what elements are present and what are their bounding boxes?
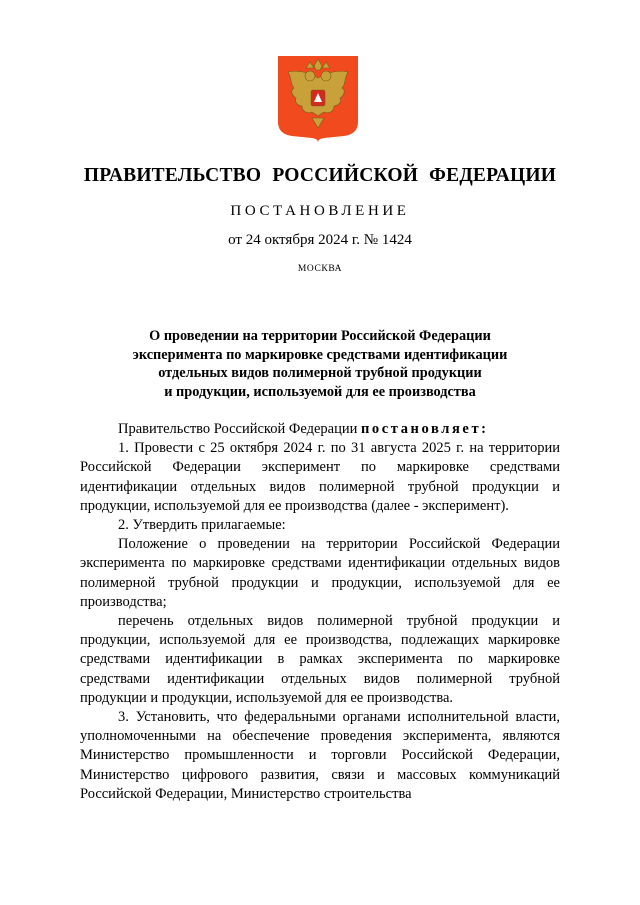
title-line: О проведении на территории Российской Федерации: [149, 328, 491, 344]
document-body: [80, 420, 560, 804]
document-date-number: от 24 октября 2024 г. № 1424: [228, 232, 412, 248]
title-line: отдельных видов полимерной трубной продукции: [158, 365, 482, 381]
document-city: МОСКВА: [297, 264, 343, 274]
title-line: эксперимента по маркировке средствами идентификации: [132, 346, 508, 363]
intro-paragraph: [80, 420, 560, 439]
paragraph: 1. Провести с 25 октября 2024 г. по 31 августа 2025 г. на территории Российской Федерации эксперимент по маркировке средствами идентификации отдельных видов полимерной трубной продукции и продукции, используемой для ее производства (далее - эксперимент).: [80, 440, 560, 514]
intro-text: Правительство Российской Федерации: [118, 421, 358, 437]
coat-of-arms-icon: [278, 56, 358, 142]
document-type: ПОСТАНОВЛЕНИЕ: [230, 203, 410, 219]
paragraph: Положение о проведении на территории Российской Федерации эксперимента по маркировке средствами идентификации отдельных видов полимерной трубной продукции и продукции, используемой для ее производства;: [80, 536, 560, 610]
paragraph: 3. Установить, что федеральными органами исполнительной власти, уполномоченными на обеспечение проведения эксперимента, являются Министерство промышленности и торговли Российской Федерации, Министерство цифрового развития, связи и массовых коммуникаций Российской Федерации, Министерство строительства: [80, 709, 560, 802]
paragraph: 2. Утвердить прилагаемые:: [118, 517, 286, 534]
government-name: ПРАВИТЕЛЬСТВО РОССИЙСКОЙ ФЕДЕРАЦИИ: [83, 165, 557, 186]
paragraph: перечень отдельных видов полимерной трубной продукции и продукции, используемой для ее производства, подлежащих маркировке средствами идентификации в рамках эксперимента по маркировке средствами идентификации отдельных видов полимерной трубной продукции и продукции, используемой для ее производства.: [80, 613, 560, 706]
document-title: [80, 327, 560, 401]
emblem-graphic: [278, 56, 358, 142]
decree-word: постановляет:: [360, 421, 489, 437]
title-line: и продукции, используемой для ее производства: [164, 383, 476, 400]
